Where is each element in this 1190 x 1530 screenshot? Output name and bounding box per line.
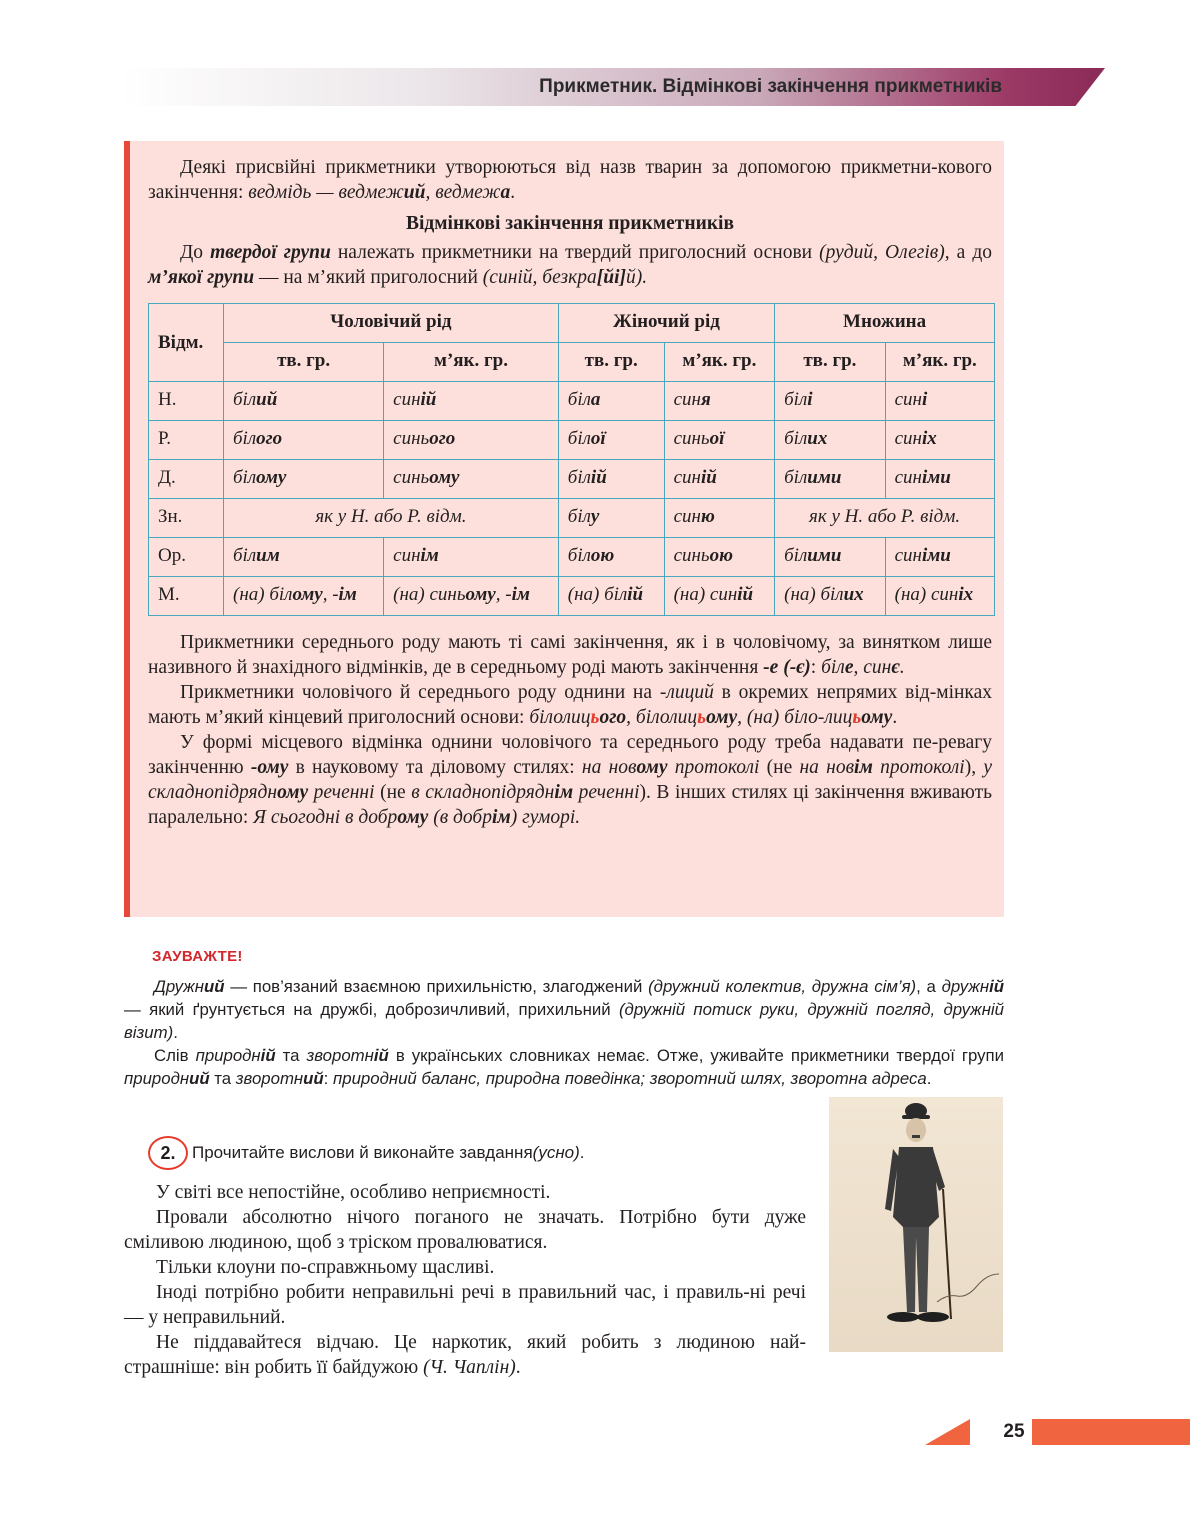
accusative-note: як у Н. або Р. відм. [224,499,559,538]
endings-table [148,303,995,616]
table-cell: синьої [664,421,775,460]
table-cell: (на) синій [664,577,775,616]
table-cell: білому [224,460,384,499]
table-cell: білу [558,499,664,538]
table-cell: білими [775,460,886,499]
page-number: 25 [1003,1421,1025,1442]
case-header: Відм. [149,304,224,382]
lytsyi-paragraph: Прикметники чоловічого й середнього роду однини на -лиций в окремих непрямих від-мінках мають м’який кінцевий приголосний основи: білолицього, білолицьому, (на) біло-лицьому. [148,682,993,728]
table-cell: білій [558,460,664,499]
quote: Іноді потрібно робити неправильні речі в правильний час, і правиль-ні речі — у неправильний. [124,1282,806,1328]
quote: Провали абсолютно нічого поганого не значать. Потрібно бути дуже сміливою людиною, щоб з тріском провалюватися. [124,1207,806,1253]
page-title: Прикметник. Відмінкові закінчення прикметників [539,76,1002,97]
table-cell: (на) білій [558,577,664,616]
table-row [149,577,995,616]
table-cell: білого [224,421,384,460]
table-row [149,499,995,538]
feminine-header: Жіночий рід [558,304,774,343]
table-cell: синьою [664,538,775,577]
rule-box [124,141,1004,917]
table-cell: (на) синіх [885,577,994,616]
table-row [149,421,995,460]
table-cell: білою [558,538,664,577]
plural-header: Множина [775,304,995,343]
note-paragraph: Слів природній та зворотній в українських словниках немає. Отже, уживайте прикметники твердої групи природний та зворотний: природний баланс, природна поведінка; зворотний шлях, зворотна адреса. [124,1046,1004,1088]
chaplin-figure-icon [829,1097,1003,1352]
note-title: ЗАУВАЖТЕ! [152,948,243,965]
case-label: Р. [149,421,224,460]
case-label: Д. [149,460,224,499]
table-cell: синю [664,499,775,538]
table-cell: синього [384,421,559,460]
table-row [149,538,995,577]
table-cell: синій [384,382,559,421]
task-mode: (усно) [532,1143,580,1162]
table-cell: (на) білих [775,577,886,616]
chaplin-photo [829,1097,1003,1352]
table-row [149,382,995,421]
quote: Тільки клоуни по-справжньому щасливі. [156,1257,495,1278]
table-cell: синім [384,538,559,577]
subheader: тв. гр. [558,343,664,382]
quote-author: (Ч. Чаплін) [423,1357,516,1378]
table-cell: (на) білому, -ім [224,577,384,616]
table-cell: синіми [885,538,994,577]
table-row [149,460,995,499]
subheader: м’як. гр. [384,343,559,382]
neuter-paragraph: Прикметники середнього роду мають ті самі закінчення, як і в чоловічому, за винятком лише називного й знахідного відмінків, де в середньому роді мають закінчення -е (-є): біле, синє. [148,632,992,678]
table-cell: білими [775,538,886,577]
page-tab-left [925,1419,970,1445]
case-label: Ор. [149,538,224,577]
table-cell: білих [775,421,886,460]
intro-paragraph: Деякі присвійні прикметники утворюються від назв тварин за допомогою прикметни-кового закінчення: ведмідь — ведмежий, ведмежа. [148,157,992,203]
table-cell: (на) синьому, -ім [384,577,559,616]
note-box [124,975,1004,1090]
masculine-header: Чоловічий рід [224,304,559,343]
case-label: М. [149,577,224,616]
task-heading: 2. Прочитайте вислови й виконайте завдання (усно) . [148,1136,585,1170]
accusative-note: як у Н. або Р. відм. [775,499,995,538]
table-cell: синій [664,460,775,499]
quote: У світі все непостійне, особливо неприємності. [156,1182,551,1203]
quote: Не піддавайтеся відчаю. Це наркотик, який робить з людиною най-страшніше: він робить її байдужою (Ч. Чаплін). [124,1332,806,1378]
case-label: Зн. [149,499,224,538]
subheader: тв. гр. [775,343,886,382]
locative-paragraph: У формі місцевого відмінка однини чоловічого та середнього роду треба надавати пе-ревагу закінченню -ому в науковому та діловому стилях: на новому протоколі (не на новім протоколі), у складнопідрядному реченні (не в складнопідряднім реченні). В інших стилях ці закінчення вживають паралельно: Я сьогодні в доброму (в добрім) гуморі. [148,732,993,828]
table-cell: синіми [885,460,994,499]
page-tab-right [1032,1419,1190,1445]
table-cell: біла [558,382,664,421]
table-cell: білої [558,421,664,460]
table-cell: синьому [384,460,559,499]
case-label: Н. [149,382,224,421]
table-cell: білий [224,382,384,421]
table-cell: синіх [885,421,994,460]
table-title: Відмінкові закінчення прикметників [405,213,735,234]
table-cell: сині [885,382,994,421]
table-cell: білим [224,538,384,577]
table-cell: білі [775,382,886,421]
task-text: Прочитайте вислови й виконайте завдання [192,1143,533,1162]
table-cell: синя [664,382,775,421]
quotes-block [124,1180,806,1380]
subheader: м’як. гр. [885,343,994,382]
subheader: м’як. гр. [664,343,775,382]
subheader: тв. гр. [224,343,384,382]
note-paragraph: Дружний — пов’язаний взаємною прихильністю, злагоджений (дружний колектив, дружна сім’я), а дружній — який ґрунтується на дружбі, доброзичливий, прихильний (дружній потиск руки, дружній погляд, дружній візит). [124,977,1004,1042]
task-number-badge: 2. [148,1136,188,1170]
groups-paragraph: До твердої групи належать прикметники на твердий приголосний основи (рудий, Олегів), а до м’якої групи — на м’який приголосний (синій, безкра[йі]й). [148,242,993,288]
